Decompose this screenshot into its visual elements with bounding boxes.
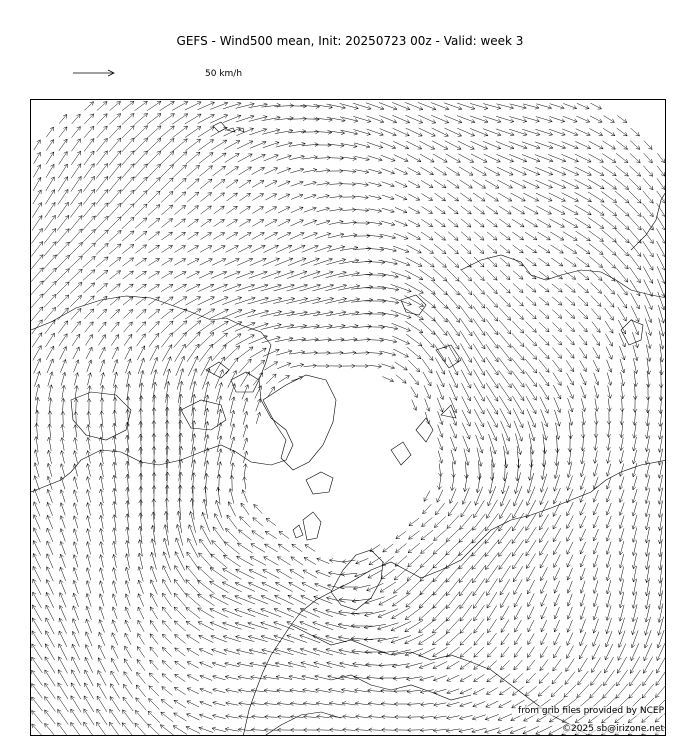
coastline-aleutian — [213, 122, 244, 132]
coastline-scandinavia — [331, 550, 383, 610]
legend-label: 50 km/h — [205, 69, 243, 79]
data-source-credit: from grib files provided by NCEP — [518, 706, 664, 716]
coastline-iceland — [306, 472, 333, 494]
legend-reference-arrow — [72, 66, 118, 80]
coastline-japan-alaska — [401, 295, 461, 368]
coastline-uk — [293, 512, 321, 540]
coastline-greenland — [263, 375, 336, 470]
coastline-europe-south — [291, 625, 591, 736]
coastline-svalbard-novaya — [391, 405, 456, 465]
map-panel — [30, 99, 666, 736]
copyright-credit: ©2025 sb@irizone.net — [562, 724, 664, 734]
coastlines — [31, 122, 666, 736]
map-title: GEFS - Wind500 mean, Init: 20250723 00z - Valid: week 3 — [176, 34, 524, 48]
coastline-africa — [263, 712, 341, 736]
coastline-hudson-bay — [71, 392, 131, 440]
coastline-north-america — [31, 296, 293, 492]
wind-map — [31, 100, 666, 736]
